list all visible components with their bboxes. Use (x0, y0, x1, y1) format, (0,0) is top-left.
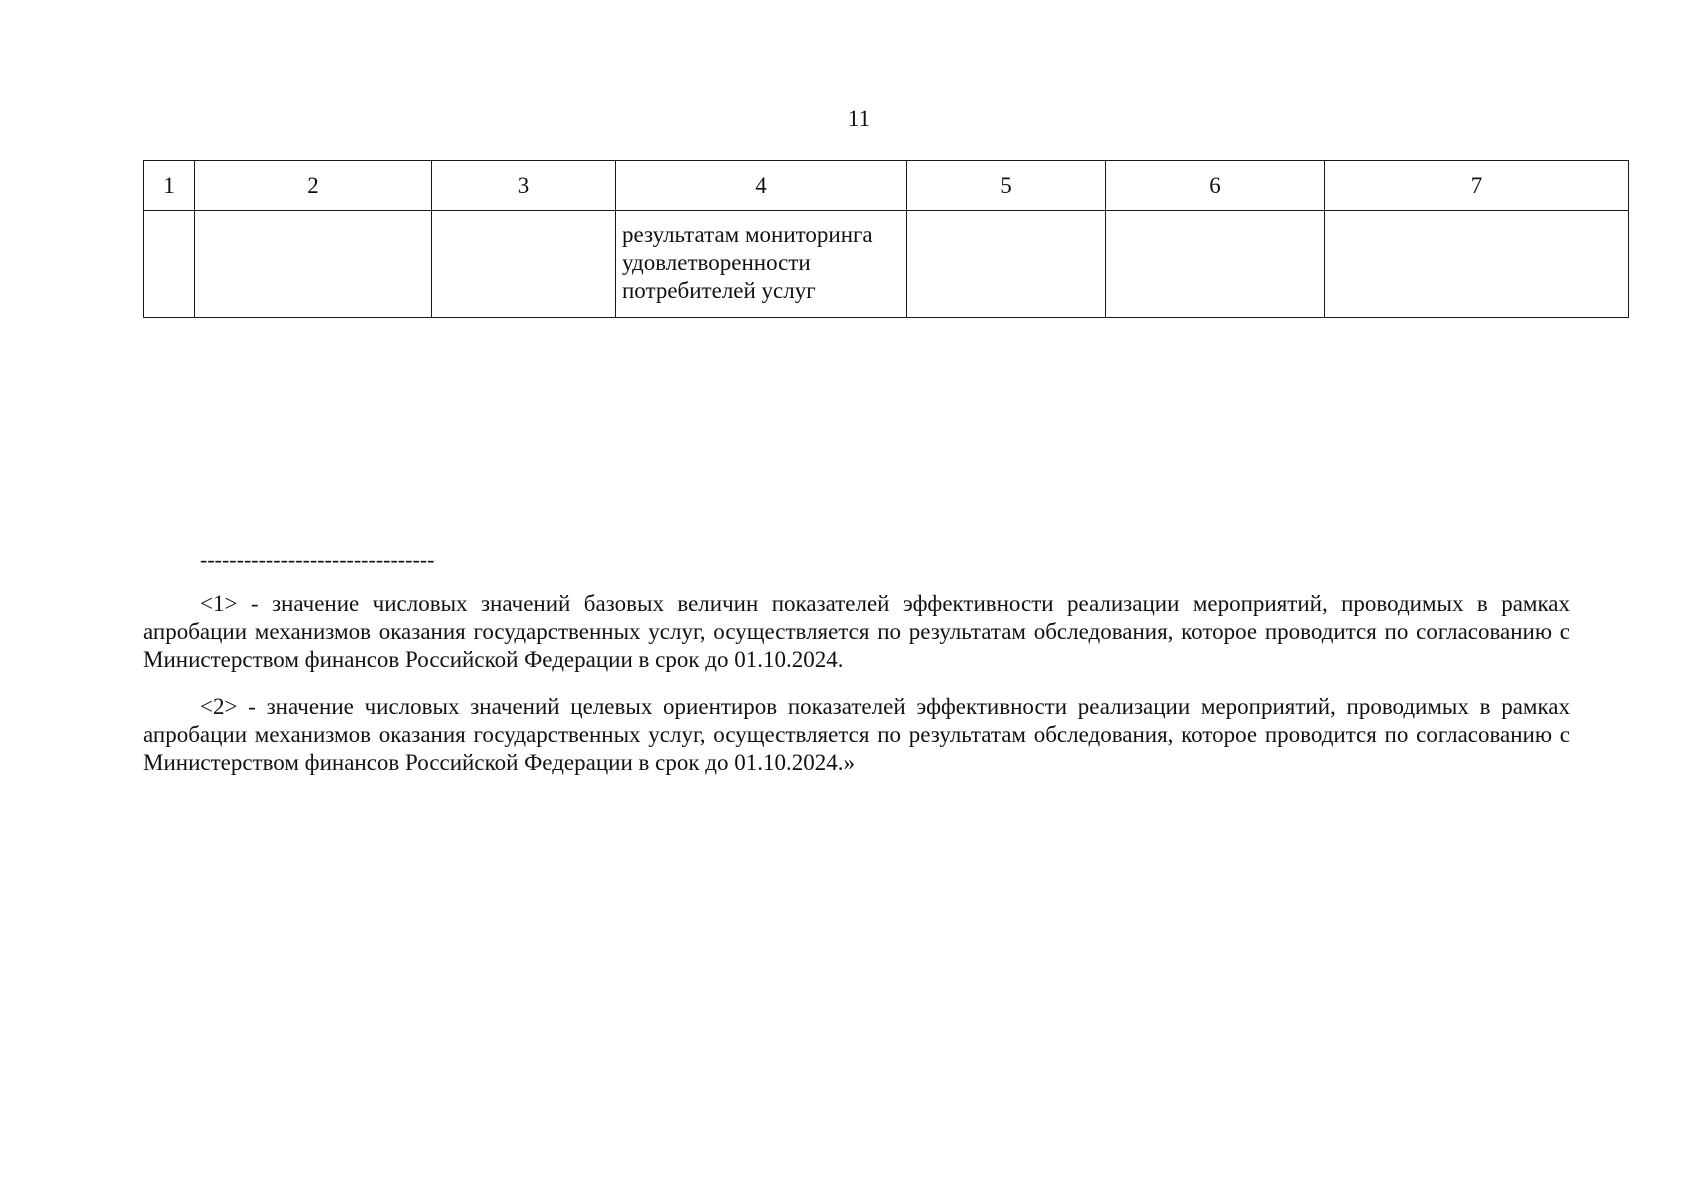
table-row (144, 211, 1629, 318)
cell-text-line: потребителей услуг (622, 278, 816, 303)
page-number: 11 (847, 106, 871, 131)
column-number-header: 1 (144, 161, 195, 211)
table-cell (1106, 211, 1325, 318)
column-number-header: 2 (195, 161, 432, 211)
cell-text-line: удовлетворенности (622, 250, 811, 275)
indicators-table (143, 160, 1629, 318)
column-number-header: 6 (1106, 161, 1325, 211)
column-number-header: 3 (432, 161, 616, 211)
table-cell-col4 (616, 211, 907, 318)
column-number-header: 4 (616, 161, 907, 211)
table-cell (1325, 211, 1629, 318)
table-cell (144, 211, 195, 318)
cell-text (616, 211, 906, 305)
footnote-1: <1> - значение числовых значений базовых величин показателей эффективности реализации мероприятий, проводимых в рамках апробации механизмов оказания государственных услуг, осуществляется по результатам обследования, которое проводится по согласованию с Министерством финансов Российской Федерации в срок до 01.10.2024. (143, 591, 1570, 672)
column-number-header: 5 (907, 161, 1106, 211)
table-cell (907, 211, 1106, 318)
table-header-row (144, 161, 1629, 211)
table-cell (195, 211, 432, 318)
footnote-2: <2> - значение числовых значений целевых ориентиров показателей эффективности реализации мероприятий, проводимых в рамках апробации механизмов оказания государственных услуг, осуществляется по результатам обследования, которое проводится по согласованию с Министерством финансов Российской Федерации в срок до 01.10.2024.» (143, 694, 1570, 775)
table-cell (432, 211, 616, 318)
column-number-header: 7 (1325, 161, 1629, 211)
footnote-separator: -------------------------------- (200, 547, 435, 572)
cell-text-line: результатам мониторинга (622, 222, 873, 247)
